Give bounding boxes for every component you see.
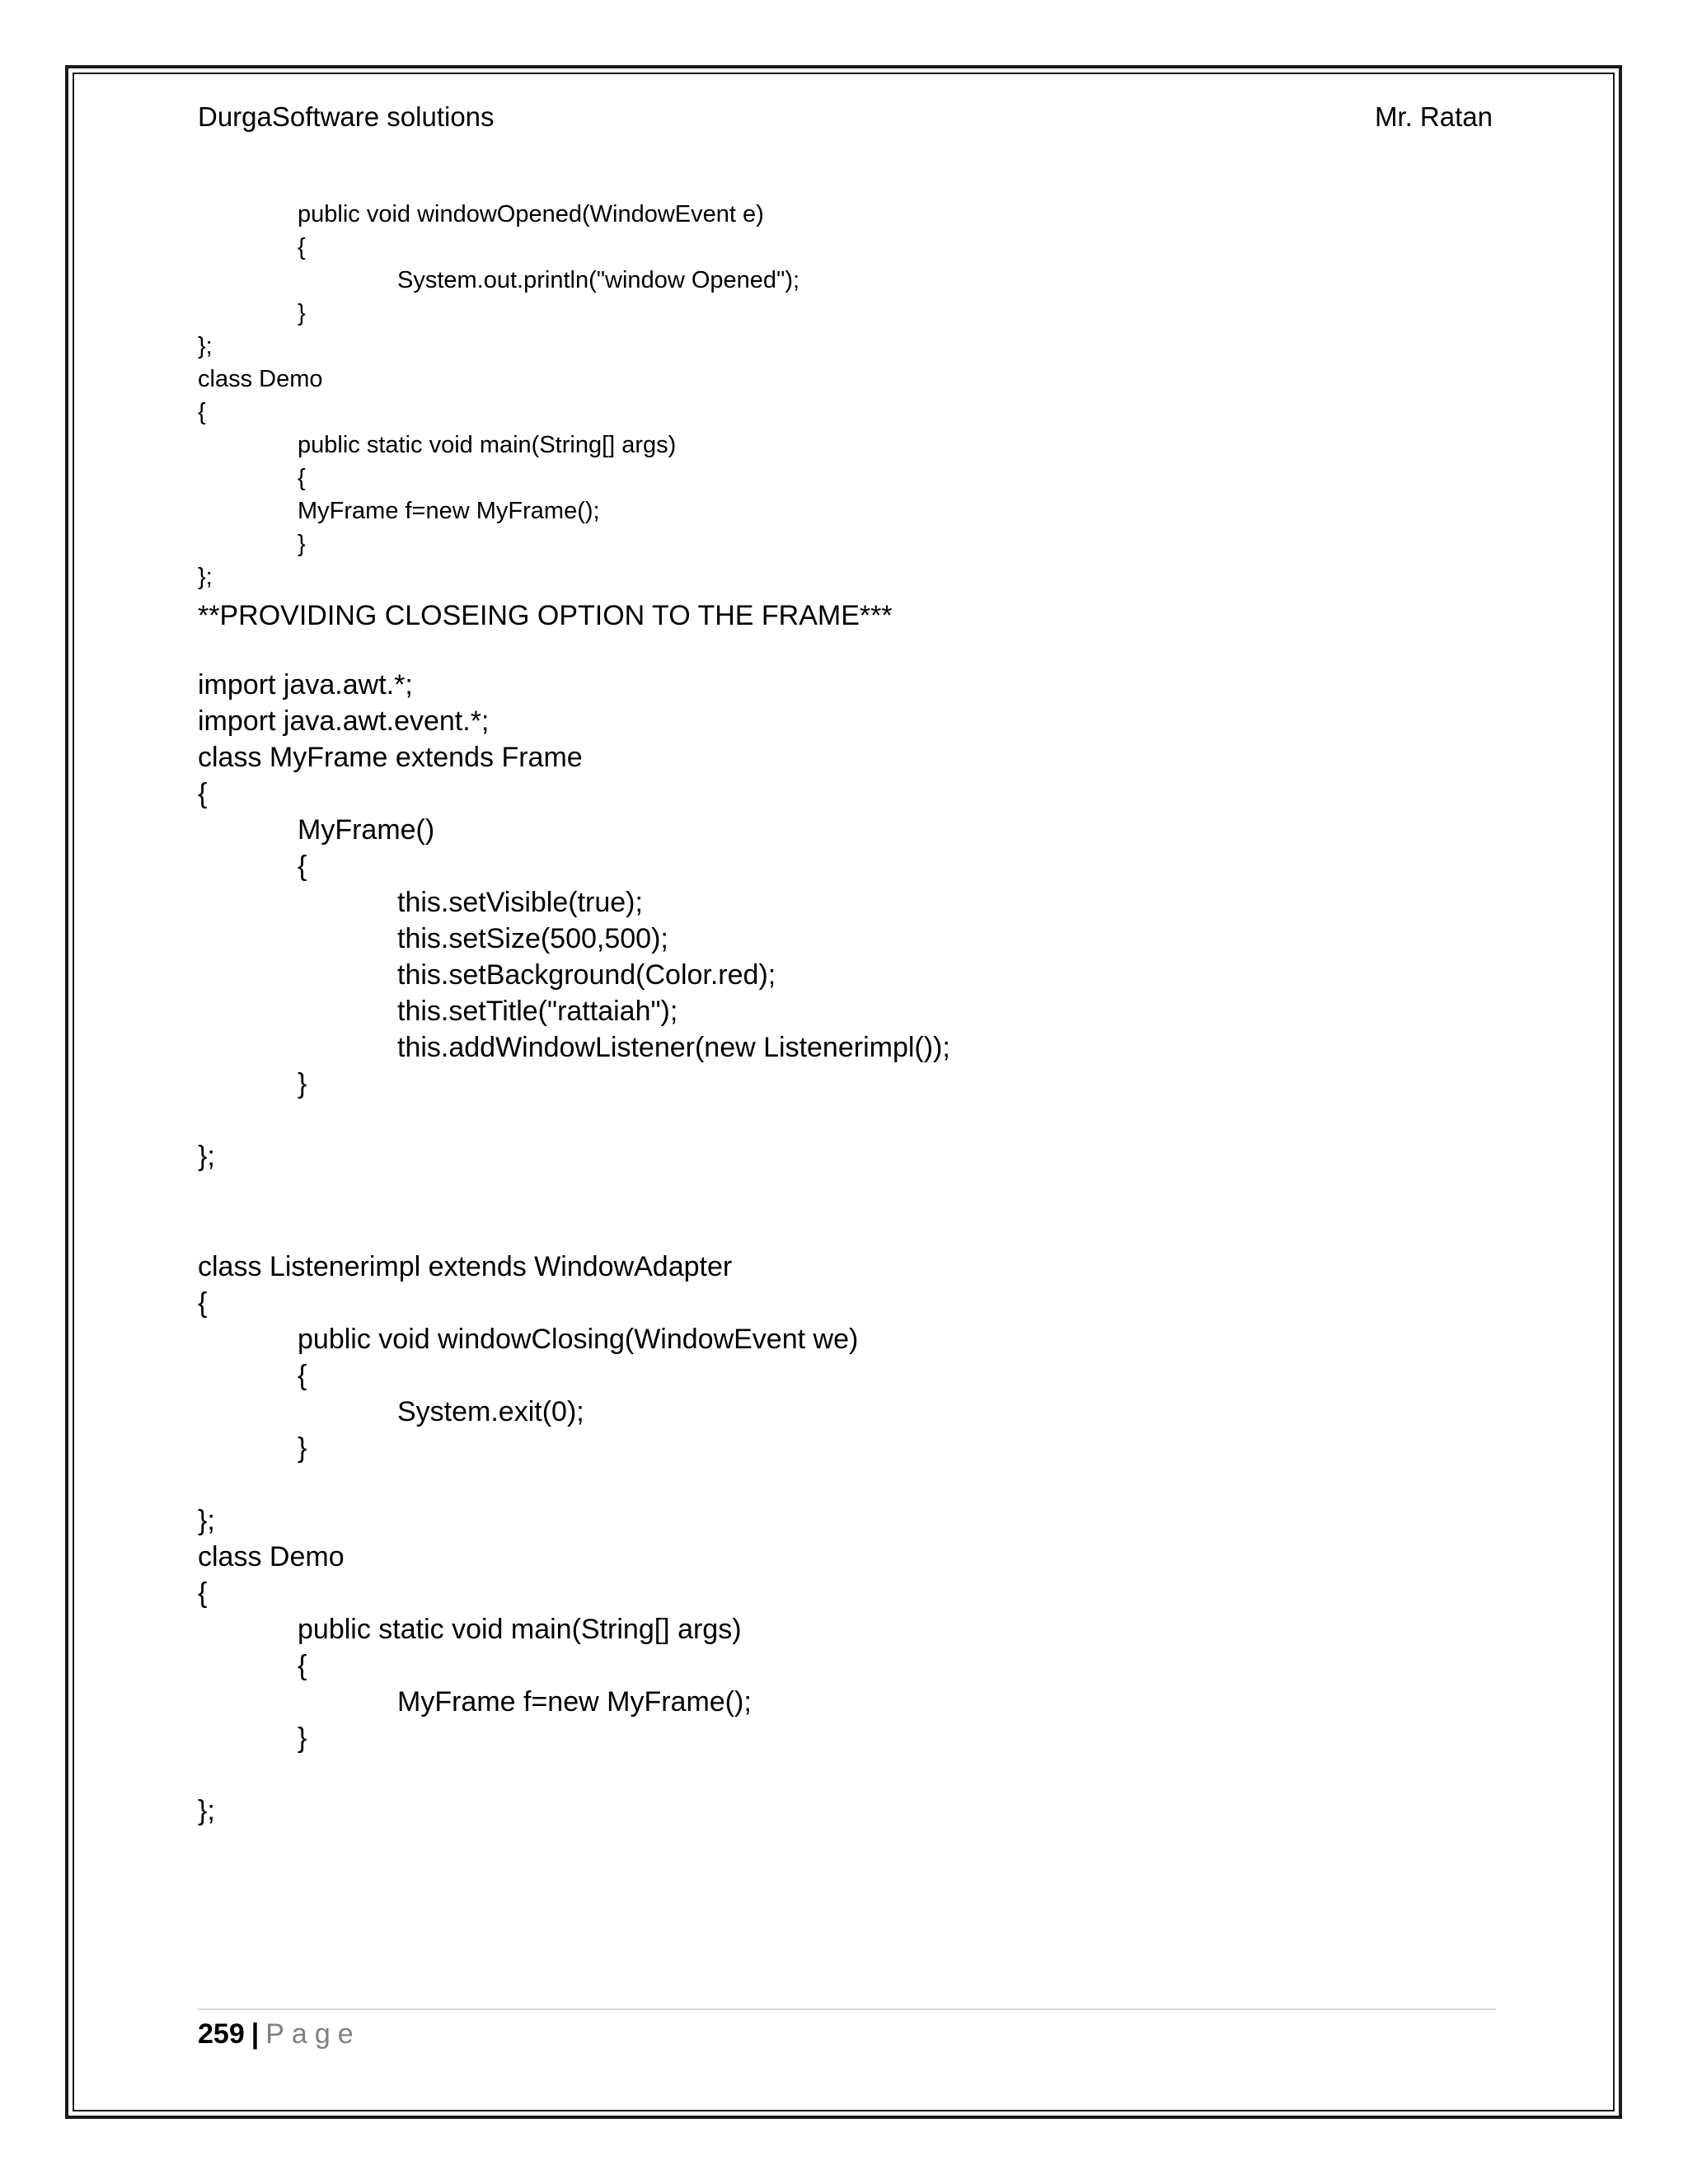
footer-separator: | — [251, 2018, 260, 2050]
code-line: this.setBackground(Color.red); — [397, 959, 776, 991]
code-line: { — [198, 399, 206, 425]
code-line: System.exit(0); — [397, 1396, 584, 1427]
code-line: class Demo — [198, 1541, 345, 1572]
header-author: Mr. Ratan — [1374, 101, 1493, 132]
code-line: MyFrame f=new MyFrame(); — [298, 498, 600, 524]
code-line: public void windowClosing(WindowEvent we) — [298, 1324, 859, 1355]
code-line: { — [298, 851, 307, 882]
code-line: this.setSize(500,500); — [397, 923, 668, 954]
page-footer — [198, 2016, 361, 2052]
code-line: import java.awt.event.*; — [198, 705, 490, 737]
code-line: }; — [198, 333, 213, 359]
code-line: { — [198, 1287, 208, 1319]
code-line: class MyFrame extends Frame — [198, 742, 583, 773]
code-line: System.out.println("window Opened"); — [397, 267, 800, 293]
code-line: { — [298, 234, 306, 260]
code-line: **PROVIDING CLOSEING OPTION TO THE FRAME*** — [198, 600, 893, 631]
code-line: class Listenerimpl extends WindowAdapter — [198, 1251, 733, 1282]
code-line: } — [298, 1068, 307, 1099]
footer-divider — [198, 2008, 1496, 2010]
code-line: } — [298, 531, 306, 557]
code-line: public static void main(String[] args) — [298, 432, 677, 458]
header-company: DurgaSoftware solutions — [198, 101, 495, 132]
code-line: }; — [198, 564, 213, 590]
code-line: public void windowOpened(WindowEvent e) — [298, 201, 764, 227]
code-line: } — [298, 300, 306, 326]
code-line: this.setTitle("rattaiah"); — [397, 996, 678, 1027]
code-line: } — [298, 1722, 307, 1754]
code-line: }; — [198, 1141, 215, 1172]
code-line: { — [298, 1360, 307, 1391]
code-line: }; — [198, 1505, 215, 1536]
code-line: import java.awt.*; — [198, 669, 413, 701]
code-line: MyFrame() — [298, 814, 435, 846]
code-line: this.addWindowListener(new Listenerimpl()); — [397, 1032, 950, 1063]
code-line: class Demo — [198, 366, 323, 392]
code-line: { — [198, 1577, 208, 1609]
code-line: public static void main(String[] args) — [298, 1614, 742, 1645]
code-line: { — [298, 1650, 307, 1681]
code-line: MyFrame f=new MyFrame(); — [397, 1686, 752, 1718]
page-label: Page — [265, 2018, 361, 2050]
page-number: 259 — [198, 2018, 245, 2050]
code-line: { — [298, 465, 306, 491]
code-line: }; — [198, 1795, 215, 1826]
code-line: this.setVisible(true); — [397, 887, 643, 918]
code-line: } — [298, 1432, 307, 1464]
code-line: { — [198, 778, 208, 809]
